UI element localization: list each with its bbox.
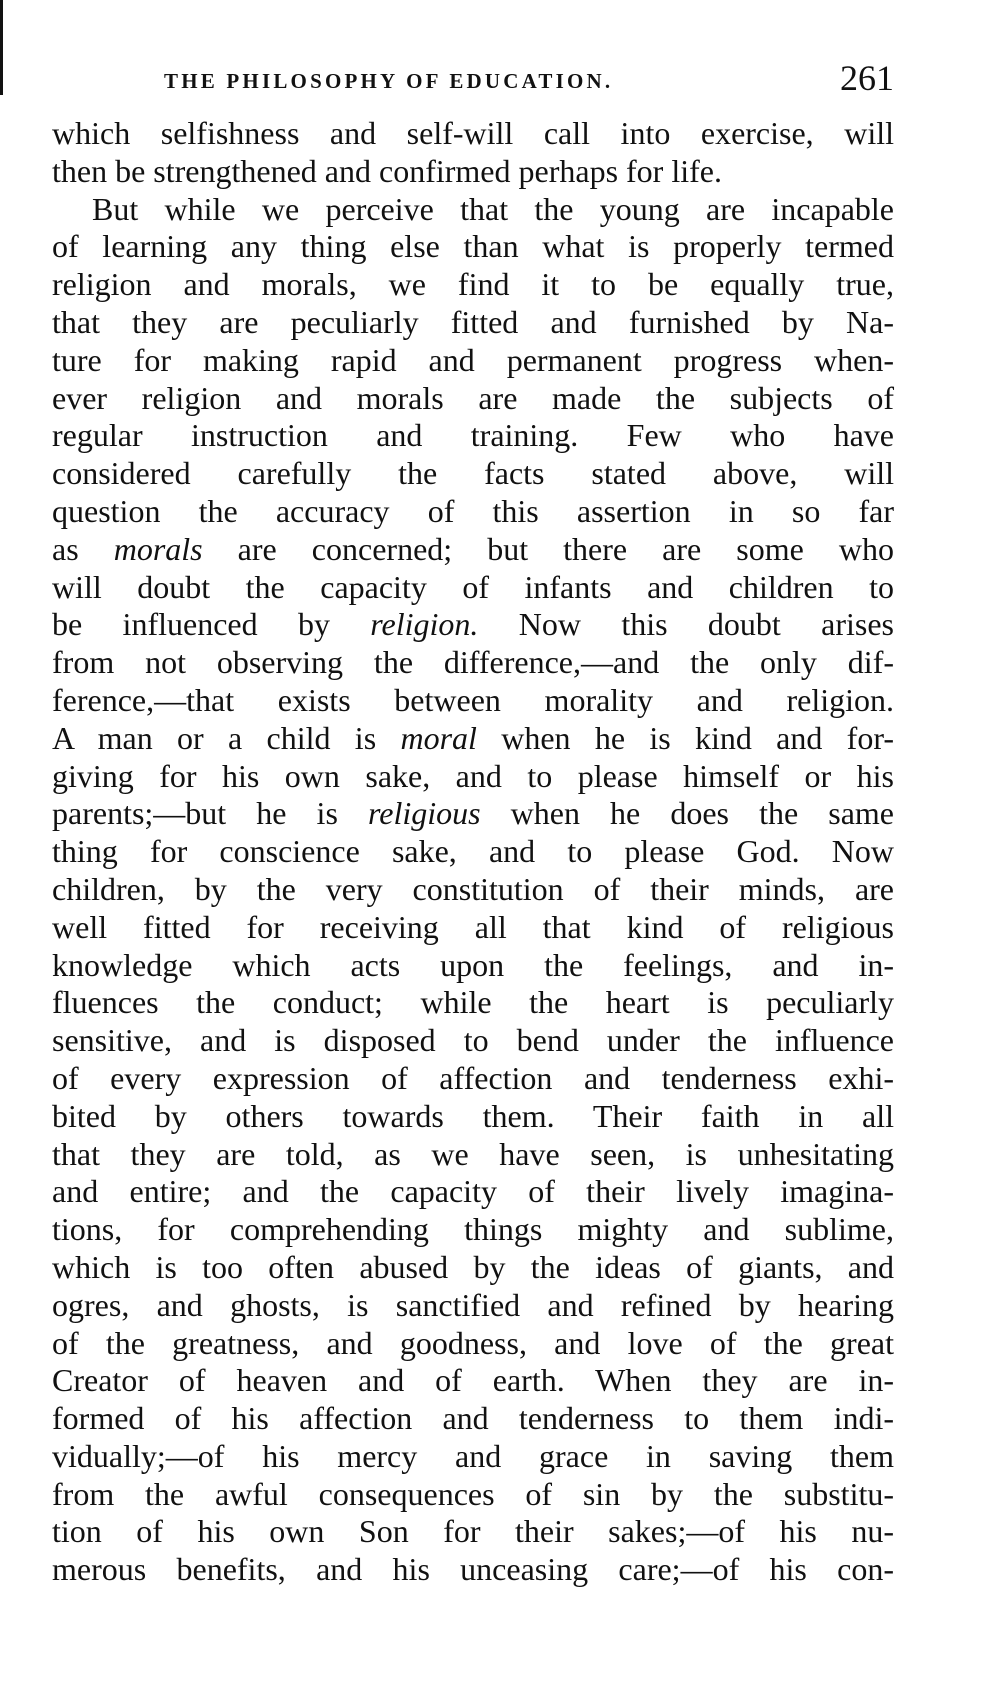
text-line: ference,—that exists between morality and religion. [52,681,894,718]
text-fragment: be influenced by [52,606,371,643]
paragraph-2 [52,191,894,1589]
text-line: Creator of heaven and of earth. When they are in- [52,1362,894,1399]
page-edge-mark [0,0,3,95]
text-line: and entire; and the capacity of their lively imagina- [52,1173,894,1210]
text-fragment: A man or a child is [52,719,401,756]
text-line [52,795,894,833]
text-line: tion of his own Son for their sakes;—of his nu- [52,1513,894,1550]
running-head [52,55,894,107]
text-line: considered carefully the facts stated above, will [52,455,894,492]
text-line: ever religion and morals are made the subjects of [52,379,894,416]
text-fragment: when he is kind and for- [476,719,895,756]
text-line: knowledge which acts upon the feelings, and in- [52,946,894,983]
text-line: ture for making rapid and permanent progress when- [52,341,894,378]
text-line: children, by the very constitution of their minds, are [52,870,894,907]
text-line: that they are told, as we have seen, is unhesitating [52,1135,894,1172]
text-line [52,606,894,644]
text-line: well fitted for receiving all that kind of religious [52,908,894,945]
text-line: But while we perceive that the young are incapable [92,190,894,227]
text-line: tions, for comprehending things mighty and sublime, [52,1211,894,1248]
text-line: which is too often abused by the ideas of giants, and [52,1248,894,1285]
text-fragment: when he does the same [480,795,895,832]
text-line: religion and morals, we find it to be equally true, [52,266,894,303]
text-line: sensitive, and is disposed to bend under the influence [52,1022,894,1059]
text-line: thing for conscience sake, and to please God. Now [52,833,894,870]
paragraph-1 [52,115,894,191]
text-fragment: are concerned; but there are some who [202,530,895,567]
text-fragment: parents;—but he is [52,795,368,832]
text-line: from the awful consequences of sin by the substitu- [52,1475,894,1512]
page-number: 261 [840,58,894,98]
text-fragment: as [52,530,114,567]
body-text [52,115,894,1589]
text-line [52,720,894,758]
running-title: THE PHILOSOPHY OF EDUCATION. [164,69,614,93]
text-fragment: Now this doubt arises [478,606,894,643]
italic-term-religious: religious [367,795,481,832]
text-line: giving for his own sake, and to please himself or his [52,757,894,794]
text-line: ogres, and ghosts, is sanctified and refined by hearing [52,1286,894,1323]
book-page [52,55,894,1589]
italic-term-religion: religion. [370,606,479,643]
text-line: question the accuracy of this assertion in so far [52,492,894,529]
text-line: merous benefits, and his unceasing care;—of his con- [52,1551,894,1588]
text-line: of the greatness, and goodness, and love of the great [52,1324,894,1361]
italic-term-morals: morals [113,530,203,567]
text-line: bited by others towards them. Their faith in all [52,1097,894,1134]
text-line: will doubt the capacity of infants and children to [52,568,894,605]
text-line: then be strengthened and confirmed perhaps for life. [52,152,722,189]
text-line: formed of his affection and tenderness to them indi- [52,1400,894,1437]
text-line: vidually;—of his mercy and grace in saving them [52,1437,894,1474]
text-line: that they are peculiarly fitted and furnished by Na- [52,303,894,340]
text-line: of every expression of affection and tenderness exhi- [52,1059,894,1096]
text-line: from not observing the difference,—and the only dif- [52,644,894,681]
text-line: which selfishness and self-will call into exercise, will [52,115,894,151]
text-line: of learning any thing else than what is properly termed [52,228,894,265]
text-line: fluences the conduct; while the heart is peculiarly [52,984,894,1021]
italic-term-moral: moral [400,719,477,756]
text-line [52,531,894,569]
text-line: regular instruction and training. Few who have [52,417,894,454]
